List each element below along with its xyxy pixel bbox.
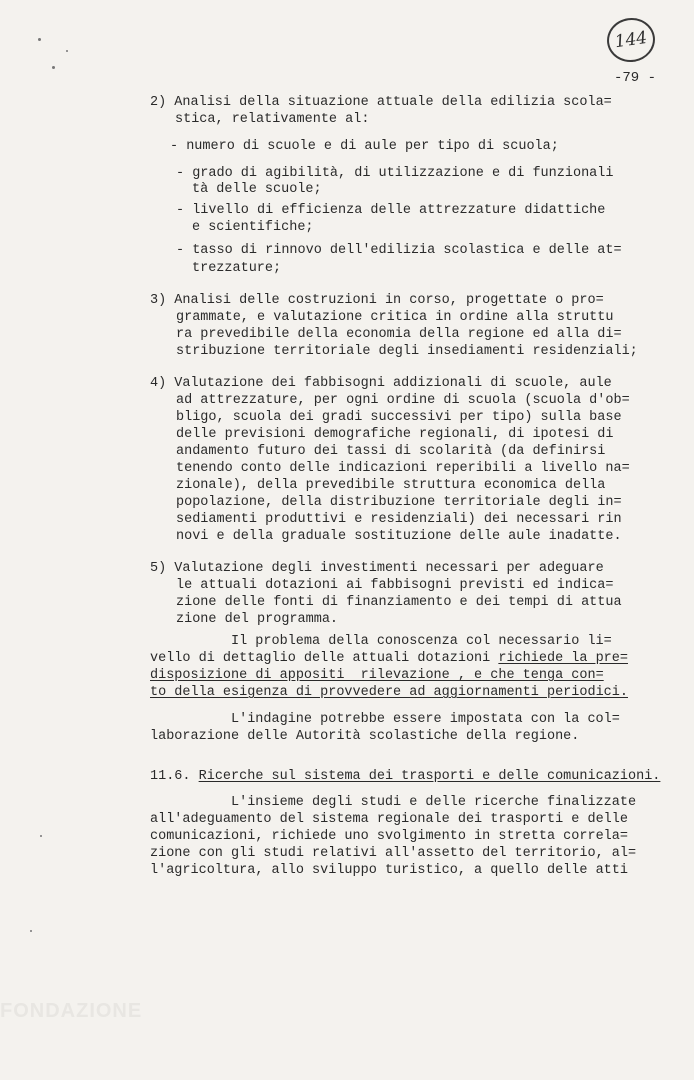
archive-stamp [604,15,658,65]
item4-line: tenendo conto delle indicazioni reperibili a livello na= [176,461,630,476]
item4-line: andamento futuro dei tassi di scolarità (da definirsi [176,444,606,459]
underlined-line: disposizione di appositi rilevazione , e che tenga con= [150,668,604,683]
scan-speck [52,66,55,69]
item2-line: 2) Analisi della situazione attuale della edilizia scola= [150,95,612,110]
item5-line: le attuali dotazioni ai fabbisogni previsti ed indica= [176,578,614,593]
section-title: Ricerche sul sistema dei trasporti e delle comunicazioni. [198,769,661,784]
item4-line: zionale), della prevedibile struttura economica della [176,478,606,493]
item3-line: stribuzione territoriale degli insediamenti residenziali; [176,344,638,359]
paragraph-line: L'insieme degli studi e delle ricerche finalizzate [231,795,637,810]
item4-line: 4) Valutazione dei fabbisogni addizionali di scuole, aule [150,376,612,391]
scan-speck [30,930,32,932]
watermark: FONDAZIONE [0,1000,143,1022]
section-number: 11.6. [150,769,191,784]
item4-line: bligo, scuola dei gradi successivi per tipo) sulla base [176,410,622,425]
item4-line: delle previsioni demografiche regionali, di ipotesi di [176,427,614,442]
item3-line: ra prevedibile della economia della regione ed alla di= [176,327,622,342]
item5-line: zione delle fonti di finanziamento e dei tempi di attua [176,595,622,610]
paragraph-line: zione con gli studi relativi all'assetto del territorio, al= [150,846,637,861]
item4-line: novi e della graduale sostituzione delle aule inadatte. [176,529,622,544]
paragraph-text: vello di dettaglio delle attuali dotazioni [150,651,499,666]
item3-line: 3) Analisi delle costruzioni in corso, progettate o pro= [150,293,604,308]
item5-line: 5) Valutazione degli investimenti necessari per adeguare [150,561,604,576]
bullet-line: - livello di efficienza delle attrezzature didattiche [176,203,606,218]
item2-line: stica, relativamente al: [175,112,370,127]
scan-speck [66,50,68,52]
bullet-line: e scientifiche; [192,220,314,235]
underlined-line: to della esigenza di provvedere ad aggiornamenti periodici. [150,685,628,700]
paragraph-line: laborazione delle Autorità scolastiche della regione. [150,729,580,744]
scan-speck [38,38,41,41]
item3-line: grammate, e valutazione critica in ordine alla struttu [176,310,614,325]
bullet-line: trezzature; [192,261,282,276]
paragraph-line: all'adeguamento del sistema regionale dei trasporti e delle [150,812,628,827]
item4-line: sediamenti produttivi e residenziali) dei necessari rin [176,512,622,527]
item5-line: zione del programma. [176,612,339,627]
section-heading [150,768,660,785]
bullet-line: tà delle scuole; [192,182,322,197]
bullet-line: - numero di scuole e di aule per tipo di scuola; [170,139,559,154]
scan-speck [40,835,42,837]
item4-line: ad attrezzature, per ogni ordine di scuola (scuola d'ob= [176,393,630,408]
stamp-number: 144 [613,27,649,53]
paragraph-line: Il problema della conoscenza col necessario li= [231,634,612,649]
bullet-line: - tasso di rinnovo dell'edilizia scolastica e delle at= [176,243,622,258]
paragraph-line: comunicazioni, richiede uno svolgimento in stretta correla= [150,829,628,844]
paragraph-line: l'agricoltura, allo sviluppo turistico, a quello delle atti [150,863,628,878]
item4-line: popolazione, della distribuzione territoriale degli in= [176,495,622,510]
underlined-text: richiede la pre= [498,651,628,666]
bullet-line: - grado di agibilità, di utilizzazione e di funzionali [176,166,614,181]
paragraph-line [150,650,628,667]
paragraph-line: L'indagine potrebbe essere impostata con la col= [231,712,620,727]
page-number: -79 - [614,70,657,86]
